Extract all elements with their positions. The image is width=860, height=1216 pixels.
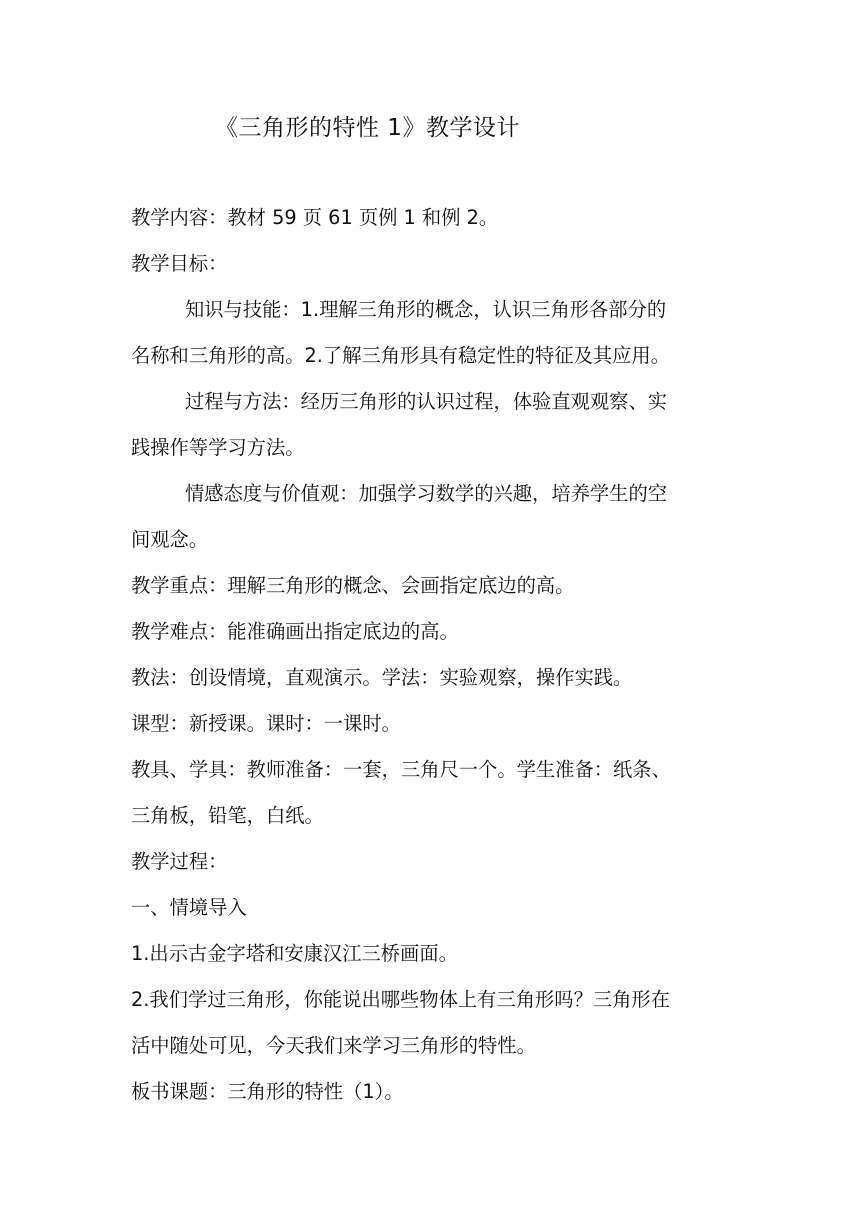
teaching-process-heading: 教学过程：: [131, 850, 228, 873]
document-title: 《三角形的特性 1》教学设计: [215, 115, 520, 141]
board-title-line: 板书课题：三角形的特性（1）。: [131, 1080, 404, 1103]
key-point-line: 教学重点：理解三角形的概念、会画指定底边的高。: [131, 574, 575, 597]
knowledge-skills-line-2: 名称和三角形的高。2.了解三角形具有稳定性的特征及其应用。: [131, 344, 670, 367]
step-1-line: 1.出示古金字塔和安康汉江三桥画面。: [131, 942, 458, 965]
document-body: [131, 195, 731, 1115]
process-method-line-1: 过程与方法：经历三角形的认识过程，体验直观观察、实: [185, 390, 668, 413]
teaching-content-line: 教学内容：教材 59 页 61 页例 1 和例 2。: [131, 206, 499, 229]
knowledge-skills-line-1: 知识与技能：1.理解三角形的概念，认识三角形各部分的: [185, 298, 667, 321]
tools-line-2: 三角板，铅笔，白纸。: [131, 804, 324, 827]
difficulty-line: 教学难点：能准确画出指定底边的高。: [131, 620, 459, 643]
method-line: 教法：创设情境，直观演示。学法：实验观察，操作实践。: [131, 666, 633, 689]
process-method-line-2: 践操作等学习方法。: [131, 436, 305, 459]
attitude-values-line-2: 间观念。: [131, 528, 209, 551]
section-1-heading: 一、情境导入: [131, 896, 247, 919]
teaching-goals-heading: 教学目标：: [131, 252, 228, 275]
lesson-type-line: 课型：新授课。课时：一课时。: [131, 712, 401, 735]
attitude-values-line-1: 情感态度与价值观：加强学习数学的兴趣，培养学生的空: [185, 482, 668, 505]
step-2-line-1: 2.我们学过三角形，你能说出哪些物体上有三角形吗？三角形在: [131, 988, 670, 1011]
step-2-line-2: 活中随处可见，今天我们来学习三角形的特性。: [131, 1034, 536, 1057]
tools-line-1: 教具、学具：教师准备：一套，三角尺一个。学生准备：纸条、: [131, 758, 671, 781]
